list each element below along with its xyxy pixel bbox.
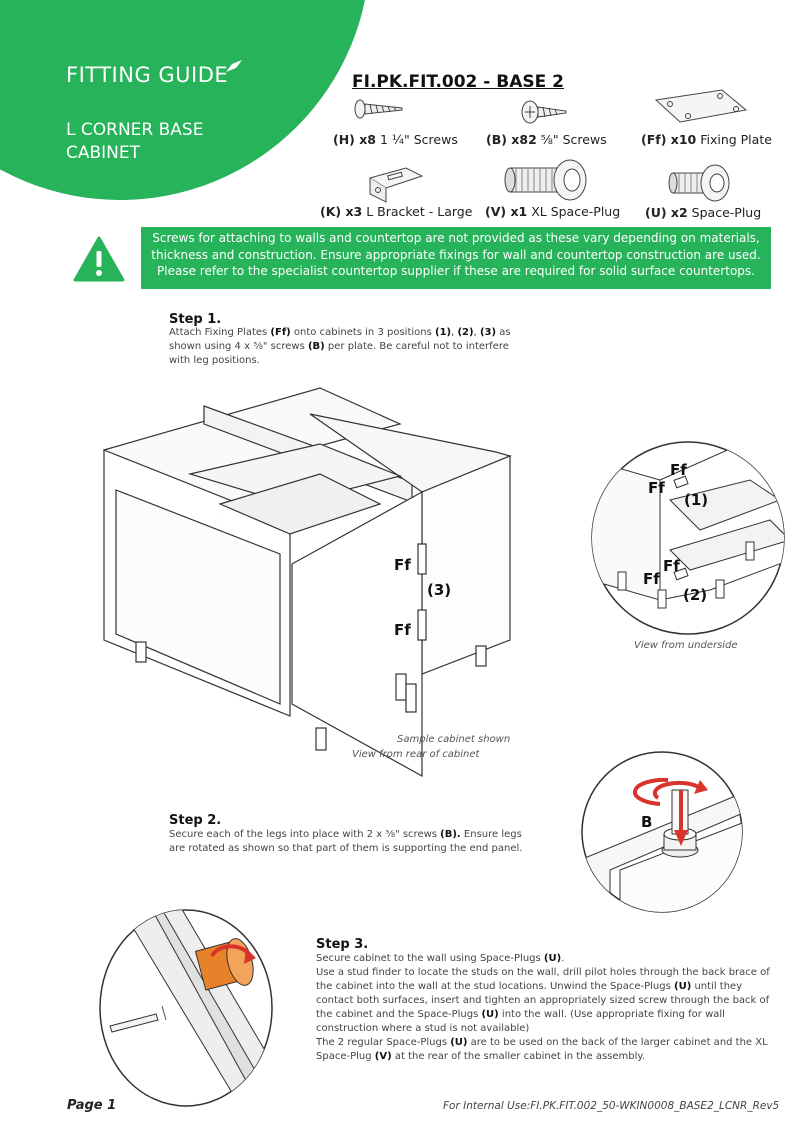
part-screw-h <box>328 94 408 128</box>
ff-label-detail-a: Ff <box>670 461 687 479</box>
ff-label-detail-b: Ff <box>648 479 665 497</box>
part-code: (B) x82 <box>486 132 537 147</box>
text-run: Ensure legs are rotated as shown so that part of them is supporting the end panel. <box>169 829 523 854</box>
header-circle-background <box>0 0 370 200</box>
caption-sample-cabinet: Sample cabinet shown <box>397 734 511 745</box>
leg-detail-circle <box>580 750 744 914</box>
part-code: (H) x8 <box>333 132 376 147</box>
step2-text <box>169 828 534 856</box>
screw-h-icon <box>328 94 408 124</box>
underside-detail-circle <box>590 440 786 636</box>
ff-label-lower: Ff <box>394 621 411 639</box>
part-fixing-plate <box>650 88 750 132</box>
xl-space-plug-icon <box>502 158 592 202</box>
part-label-ff <box>641 132 772 147</box>
warning-triangle-icon <box>73 236 125 282</box>
position-3-label: (3) <box>427 581 452 599</box>
text-run: per plate. Be careful not to interfere with leg positions. <box>169 341 509 366</box>
step3-title: Step 3. <box>316 937 369 952</box>
text-run: are to be used on the back of the larger cabinet and the XL Space-Plug <box>316 1037 768 1062</box>
b-callout-label: B <box>641 813 653 831</box>
text-bold: (B). <box>440 829 461 840</box>
part-label-k <box>320 204 472 219</box>
leaf-logo-icon <box>224 58 244 76</box>
text-run: into the wall. (Use appropriate fixing for wall construction where a stud is not available) <box>316 1009 725 1034</box>
step3-line1 <box>316 952 776 966</box>
part-label-h <box>333 132 458 147</box>
text-run: The 2 regular Space-Plugs <box>316 1037 451 1048</box>
l-bracket-icon <box>366 164 426 204</box>
step3-para2 <box>316 966 776 1036</box>
fixing-plate-icon <box>650 88 750 128</box>
part-desc: Fixing Plate <box>696 132 772 147</box>
text-run: at the rear of the smaller cabinet in the assembly. <box>391 1051 646 1062</box>
step3-para3 <box>316 1036 776 1064</box>
step1-text <box>169 326 514 368</box>
part-desc: 1 ¼" Screws <box>376 132 458 147</box>
step2-title: Step 2. <box>169 813 222 828</box>
text-bold: (Ff) <box>270 327 291 338</box>
text-run: Secure cabinet to the wall using Space-Plugs <box>316 953 544 964</box>
text-run: . <box>561 953 565 964</box>
part-label-u <box>645 205 761 220</box>
part-desc: L Bracket - Large <box>362 204 473 219</box>
text-run: , <box>473 327 480 338</box>
text-run: onto cabinets in 3 positions <box>290 327 435 338</box>
text-run: until they contact both surfaces, insert and tighten an appropriately sized screw through the back of the cabinet and the Space-Plugs <box>316 981 770 1020</box>
warning-notice: Screws for attaching to walls and countertop are not provided as these vary depending on materials, thickness and construction. Ensure appropriate fixings for wall and countertop construction are used. Please refer to the specialist countertop supplier if these are required for solid surface countertops. <box>141 227 771 289</box>
part-screw-b <box>516 98 576 132</box>
screw-b-icon <box>516 98 576 128</box>
caption-underside-view: View from underside <box>634 640 738 651</box>
space-plug-detail-circle <box>100 906 280 1106</box>
text-bold: (U) <box>450 1037 468 1048</box>
text-bold: (2) <box>457 327 474 338</box>
cabinet-name: L CORNER BASE CABINET <box>66 120 204 163</box>
text-run: as shown using 4 x ⅝" screws <box>169 327 511 352</box>
text-bold: (B) <box>307 341 325 352</box>
text-bold: (1) <box>435 327 452 338</box>
part-code: (K) x3 <box>320 204 363 219</box>
text-bold: (U) <box>674 981 692 992</box>
text-bold: (U) <box>481 1009 499 1020</box>
text-run: , <box>451 327 458 338</box>
part-code: (U) x2 <box>645 205 688 220</box>
position-1-label: (1) <box>684 491 709 509</box>
position-2-label: (2) <box>683 586 708 604</box>
page-number: Page 1 <box>67 1098 117 1113</box>
part-label-b <box>486 132 607 147</box>
internal-reference: For Internal Use:FI.PK.FIT.002_50-WKIN0008_BASE2_LCNR_Rev5 <box>443 1100 780 1112</box>
step1-title: Step 1. <box>169 312 222 327</box>
part-space-plug <box>665 163 735 207</box>
text-bold: (3) <box>479 327 497 338</box>
part-code: (V) x1 <box>485 204 528 219</box>
ff-label-detail-d: Ff <box>643 570 660 588</box>
part-desc: ⅝" Screws <box>536 132 607 147</box>
space-plug-icon <box>665 163 735 203</box>
part-desc: XL Space-Plug <box>527 204 621 219</box>
part-code: (Ff) x10 <box>641 132 697 147</box>
ff-label-upper: Ff <box>394 556 411 574</box>
ff-label-detail-c: Ff <box>663 557 680 575</box>
guide-title: FITTING GUIDE <box>66 63 229 87</box>
part-l-bracket <box>366 164 426 208</box>
text-bold: (V) <box>374 1051 392 1062</box>
cabinet-illustration <box>100 384 520 764</box>
part-desc: Space-Plug <box>687 205 762 220</box>
caption-rear-view: View from rear of cabinet <box>352 749 480 760</box>
document-code: FI.PK.FIT.002 - BASE 2 <box>352 72 564 92</box>
part-xl-space-plug <box>502 158 592 206</box>
text-run: Use a stud finder to locate the studs on the wall, drill pilot holes through the back brace of the cabinet into the wall at the stud locations. Unwind the Space-Plugs <box>316 967 770 992</box>
part-label-v <box>485 204 620 219</box>
text-run: Attach Fixing Plates <box>169 327 271 338</box>
step3-text <box>316 952 776 1064</box>
text-run: Secure each of the legs into place with 2 x ⅝" screws <box>169 829 441 840</box>
text-bold: (U) <box>543 953 562 964</box>
